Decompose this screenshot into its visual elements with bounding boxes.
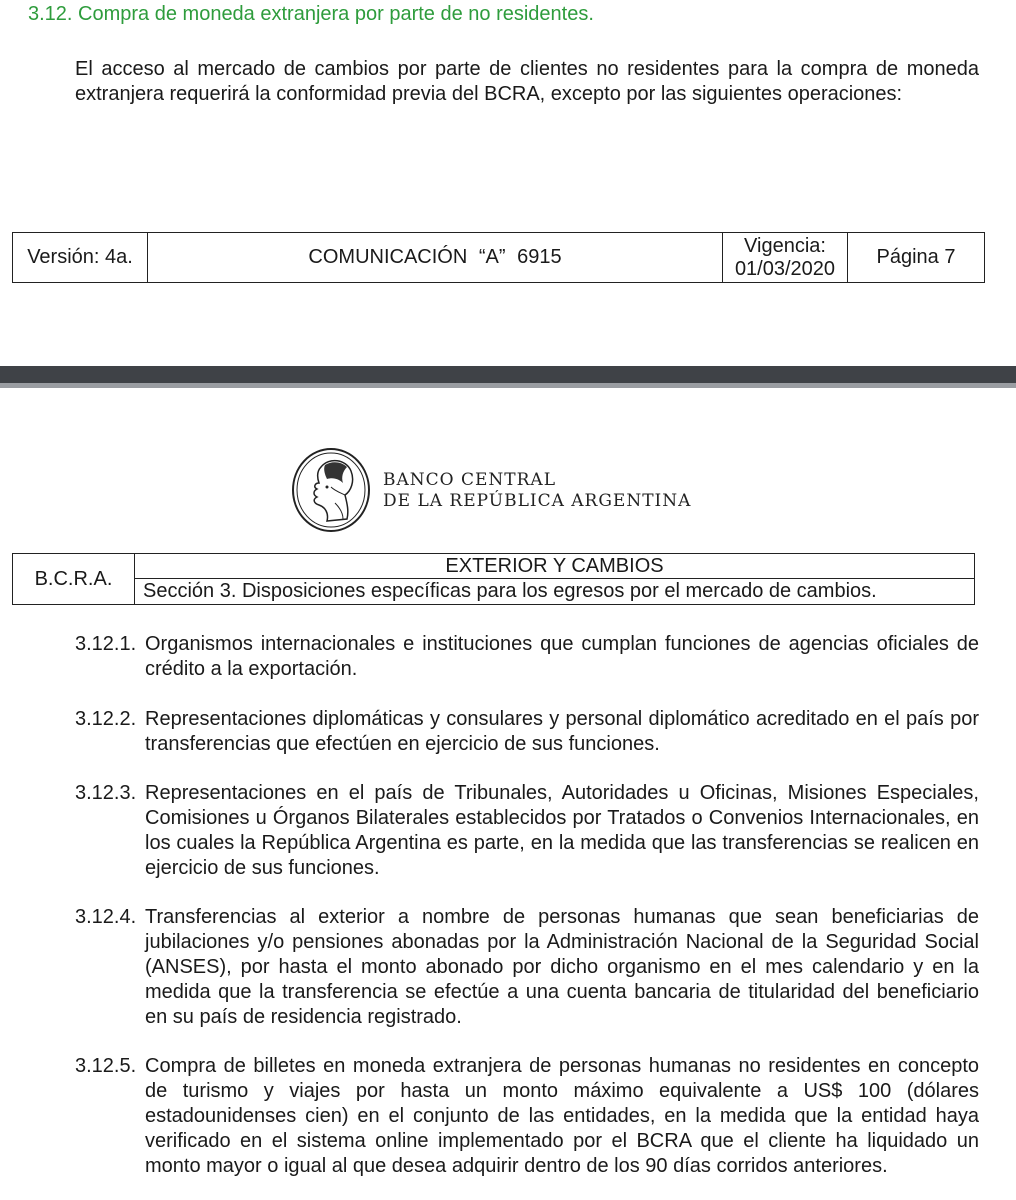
item-number: 3.12.2. bbox=[75, 708, 137, 730]
page-divider bbox=[0, 366, 1016, 383]
item-number: 3.12.4. bbox=[75, 906, 137, 928]
item-text: Representaciones en el país de Tribunales, Autoridades u Oficinas, Misiones Especiales, Comisiones u Órganos Bilaterales establecidos por Tratados o Convenios Internacionales, en los cuales la República Argentina es parte, en la medida que las transferencias se realicen en ejercicio de sus funciones. bbox=[145, 782, 979, 879]
footer-vigencia-label: Vigencia: bbox=[744, 234, 826, 257]
bank-name-line1: BANCO CENTRAL bbox=[383, 470, 556, 490]
item-text: Representaciones diplomáticas y consulares y personal diplomático acreditado en el país por transferencias que efectúen en ejercicio de sus funciones. bbox=[145, 708, 979, 755]
footer-vigencia-date: 01/03/2020 bbox=[734, 257, 836, 280]
item-number: 3.12.1. bbox=[75, 633, 137, 655]
list-item bbox=[75, 905, 979, 1030]
intro-paragraph: El acceso al mercado de cambios por parte de clientes no residentes para la compra de moneda extranjera requerirá la conformidad previa del BCRA, excepto por las siguientes operaciones: bbox=[75, 58, 979, 105]
item-text: Transferencias al exterior a nombre de personas humanas que sean beneficiarias de jubilaciones y/o pensiones abonadas por la Administración Nacional de la Seguridad Social (ANSES), por hasta el monto abonado por dicho organismo en el mes calendario y en la medida que la transferencia se efectúe a una cuenta bancaria de titularidad del beneficiario en su país de residencia registrado. bbox=[145, 906, 979, 1028]
list-item bbox=[75, 1054, 979, 1179]
list-item bbox=[75, 632, 979, 682]
header-subtitle: Sección 3. Disposiciones específicas para los egresos por el mercado de cambios. bbox=[143, 580, 877, 602]
footer-page-number: Página 7 bbox=[876, 246, 956, 268]
header-org: B.C.R.A. bbox=[13, 554, 135, 604]
page-divider-shadow bbox=[0, 383, 1016, 388]
section-heading: 3.12. Compra de moneda extranjera por parte de no residentes. bbox=[28, 3, 594, 25]
bank-name-line2: DE LA REPÚBLICA ARGENTINA bbox=[383, 491, 692, 511]
list-item bbox=[75, 707, 979, 757]
footer-version: Versión: 4a. bbox=[13, 233, 148, 282]
header-title: EXTERIOR Y CAMBIOS bbox=[135, 554, 974, 579]
footer-vigencia bbox=[723, 233, 848, 282]
footer-communication: COMUNICACIÓN “A” 6915 bbox=[148, 233, 723, 282]
page-footer-table bbox=[12, 232, 985, 283]
item-number: 3.12.3. bbox=[75, 782, 137, 804]
item-text: Compra de billetes en moneda extranjera de personas humanas no residentes en concepto de turismo y viajes por hasta un monto máximo equivalente a US$ 100 (dólares estadounidenses cien) en el conjunto de las entidades, en la medida que la entidad haya verificado en el sistema online implementado por el BCRA que el cliente ha liquidado un monto mayor o igual al que desea adquirir dentro de los 90 días corridos anteriores. bbox=[145, 1055, 979, 1177]
item-number: 3.12.5. bbox=[75, 1055, 137, 1077]
list-item bbox=[75, 781, 979, 881]
bank-name bbox=[383, 470, 691, 512]
item-text: Organismos internacionales e instituciones que cumplan funciones de agencias oficiales de crédito a la exportación. bbox=[145, 633, 979, 680]
bcra-logo-icon bbox=[291, 447, 371, 533]
page-header-table bbox=[12, 553, 975, 605]
